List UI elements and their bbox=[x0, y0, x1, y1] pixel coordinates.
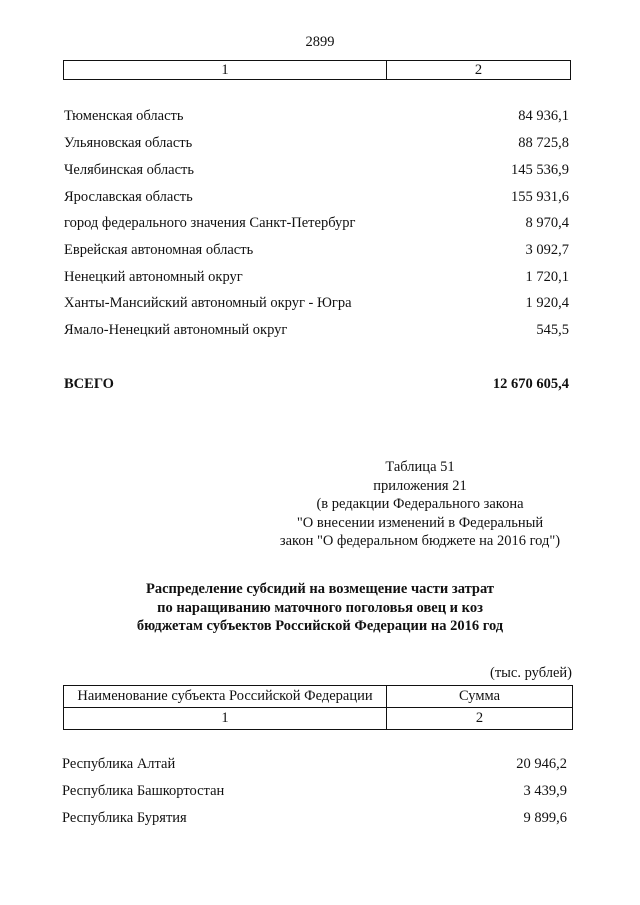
list-item bbox=[62, 810, 567, 827]
region-name: Республика Бурятия bbox=[62, 810, 187, 826]
caption-line: (в редакции Федерального закона bbox=[316, 496, 524, 512]
region-name: Республика Алтай bbox=[62, 756, 176, 772]
column-number-2: 2 bbox=[387, 61, 571, 80]
region-value: 155 931,6 bbox=[511, 189, 569, 205]
table-row bbox=[64, 708, 573, 730]
total-label: ВСЕГО bbox=[64, 376, 114, 392]
caption-line: "О внесении изменений в Федеральный bbox=[296, 514, 544, 531]
table-row bbox=[64, 686, 573, 708]
list-item bbox=[64, 135, 569, 152]
list-item bbox=[64, 215, 569, 232]
region-name: Ямало-Ненецкий автономный округ bbox=[64, 322, 288, 338]
region-value: 145 536,9 bbox=[511, 162, 569, 178]
title-line: бюджетам субъектов Российской Федерации на 2016 год bbox=[136, 618, 504, 634]
column-number-1: 1 bbox=[64, 61, 387, 80]
list-item bbox=[64, 242, 569, 259]
caption-line: приложения 21 bbox=[373, 477, 467, 494]
region-value: 3 092,7 bbox=[525, 242, 569, 258]
list-item bbox=[64, 162, 569, 179]
total-value: 12 670 605,4 bbox=[492, 376, 569, 392]
list-item bbox=[62, 756, 567, 773]
table-row bbox=[64, 61, 571, 80]
region-name: Ярославская область bbox=[64, 189, 193, 205]
region-value: 1 920,4 bbox=[525, 295, 569, 311]
region-name: Ульяновская область bbox=[64, 135, 193, 151]
column-number-1: 1 bbox=[64, 708, 387, 730]
region-value: 1 720,1 bbox=[525, 269, 569, 285]
region-name: город федерального значения Санкт-Петербург bbox=[64, 215, 356, 231]
title-line: Распределение субсидий на возмещение части затрат bbox=[146, 581, 494, 597]
top-column-numbers-table bbox=[63, 60, 571, 80]
list-item bbox=[64, 108, 569, 125]
region-name: Тюменская область bbox=[64, 108, 184, 124]
unit-label: (тыс. рублей) bbox=[490, 665, 572, 681]
table-caption bbox=[200, 458, 640, 551]
region-value: 84 936,1 bbox=[518, 108, 569, 124]
region-value: 8 970,4 bbox=[525, 215, 569, 231]
subsidy-table-header bbox=[63, 685, 573, 730]
caption-line: Таблица 51 bbox=[385, 459, 455, 475]
column-header-name: Наименование субъекта Российской Федерации bbox=[64, 686, 387, 708]
region-name: Ненецкий автономный округ bbox=[64, 269, 243, 285]
region-value: 9 899,6 bbox=[523, 810, 567, 826]
region-name: Ханты-Мансийский автономный округ - Югра bbox=[64, 295, 352, 311]
column-header-sum: Сумма bbox=[387, 686, 573, 708]
region-name: Еврейская автономная область bbox=[64, 242, 254, 258]
region-value: 545,5 bbox=[536, 322, 569, 338]
list-item bbox=[64, 295, 569, 312]
page-number: 2899 bbox=[305, 34, 335, 50]
list-item bbox=[64, 322, 569, 339]
column-number-2: 2 bbox=[387, 708, 573, 730]
region-name: Республика Башкортостан bbox=[62, 783, 225, 799]
list-item bbox=[64, 189, 569, 206]
total-row bbox=[64, 376, 569, 393]
list-item bbox=[62, 783, 567, 800]
title-line: по наращиванию маточного поголовья овец и коз bbox=[157, 599, 483, 616]
region-value: 20 946,2 bbox=[516, 756, 567, 772]
region-value: 88 725,8 bbox=[518, 135, 569, 151]
section-title bbox=[0, 580, 640, 636]
list-item bbox=[64, 269, 569, 286]
region-value: 3 439,9 bbox=[523, 783, 567, 799]
region-name: Челябинская область bbox=[64, 162, 194, 178]
caption-line: закон "О федеральном бюджете на 2016 год") bbox=[279, 533, 561, 549]
